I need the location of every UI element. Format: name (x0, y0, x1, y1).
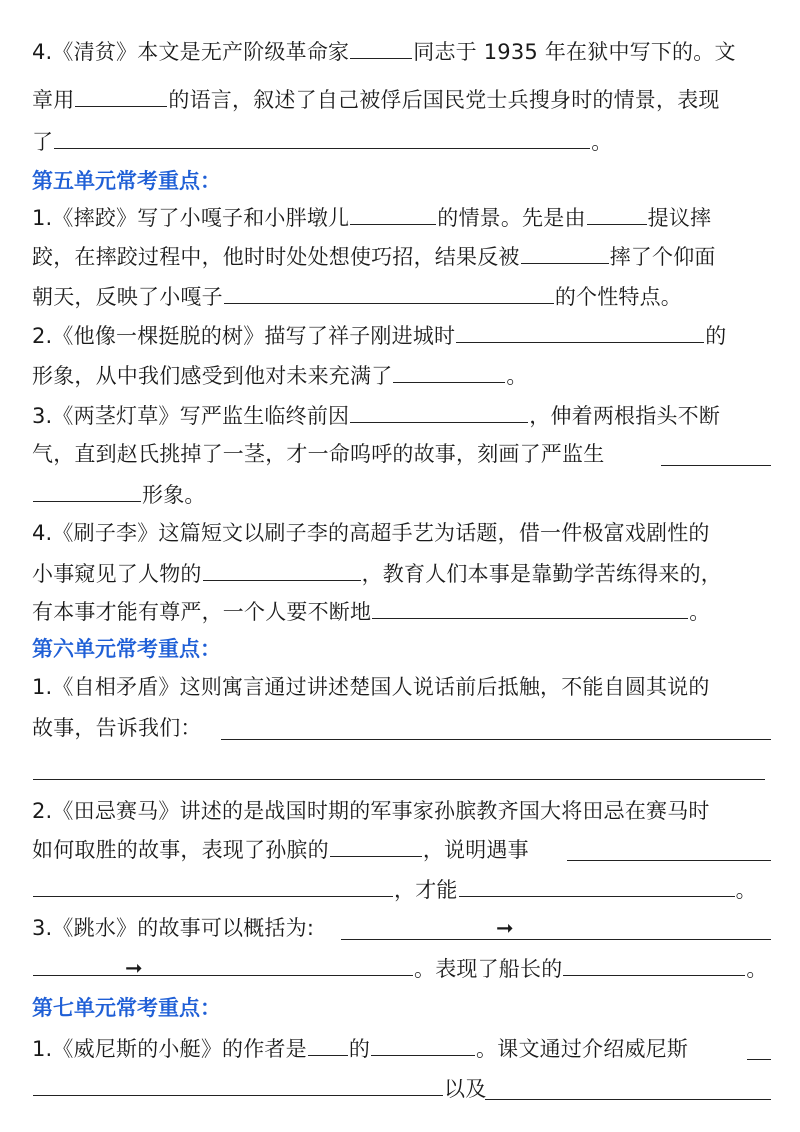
u6-item2-text2: 如何取胜的故事，表现了孙膑的 (32, 838, 329, 862)
u6-item2-text4: ，才能 (394, 878, 458, 902)
u6-item1-line1 (32, 672, 772, 702)
blank-venice-part3[interactable] (485, 1077, 771, 1100)
u5-item3-text2: ，伸着两根指头不断 (529, 404, 721, 428)
u5-item1-text1: 1.《摔跤》写了小嘎子和小胖墩儿 (32, 206, 350, 230)
u6-item1-text1: 1.《自相矛盾》这则寓言通过讲述楚国人说话前后抵触，不能自圆其说的 (32, 675, 710, 699)
u6-item2-text3: ，说明遇事 (422, 838, 529, 862)
blank-when-facing-part1[interactable] (567, 838, 771, 861)
u5-item4-line1 (32, 518, 772, 548)
u6-item2-line2 (32, 834, 772, 864)
blank-moral-part2[interactable] (33, 757, 765, 780)
u5-item4-text1: 4.《刷子李》这篇短文以刷子李的高超手艺为话题，借一件极富戏剧性的 (32, 521, 710, 545)
u5-item3-line2 (32, 439, 772, 469)
arrow-icon: ➞ (125, 956, 143, 980)
blank-then-can[interactable] (459, 874, 735, 897)
u6-item1-line3 (32, 753, 772, 783)
u7-item1-text4: 以及 (444, 1077, 487, 1101)
u6-item2-line1 (32, 796, 772, 826)
blank-yan-image-part1[interactable] (661, 443, 771, 466)
u5-item2-text3: 形象，从中我们感受到他对未来充满了 (32, 364, 393, 388)
u4-item4-text5: 了 (32, 130, 54, 154)
u5-item1-text2: 的情景。先是由 (437, 206, 586, 230)
blank-revolutionary-name[interactable] (350, 36, 412, 59)
blank-author-country[interactable] (308, 1033, 348, 1056)
u4-item4-line1 (32, 36, 772, 66)
u5-item2-line1 (32, 320, 772, 350)
u5-item2-text2: 的 (705, 324, 727, 348)
u4-item4-text4: 的语言，叙述了自己被俘后国民党士兵搜身时的情景，表现 (168, 88, 720, 112)
blank-sunbin-trait[interactable] (330, 834, 422, 857)
u5-item4-line2 (32, 558, 772, 588)
u6-item1-text2: 故事，告诉我们： (32, 716, 202, 740)
blank-author-name[interactable] (371, 1033, 475, 1056)
u5-item2-text1: 2.《他像一棵挺脱的树》描写了祥子刚进城时 (32, 324, 456, 348)
u6-item3-line2 (32, 953, 772, 983)
blank-future-feeling[interactable] (393, 360, 505, 383)
u5-item1-line1 (32, 202, 772, 232)
u4-item4-text6: 。 (591, 130, 613, 154)
blank-captain-trait[interactable] (563, 953, 745, 976)
u4-item4-text1: 4.《清贫》本文是无产阶级革命家 (32, 40, 350, 64)
unit5-heading: 第五单元常考重点： (32, 169, 221, 193)
u5-item1-text4: 跤，在摔跤过程中，他时时处处想使巧招，结果反被 (32, 245, 520, 269)
u5-item3-text4: 形象。 (142, 483, 206, 507)
u6-item3-line1 (32, 913, 772, 943)
u5-item3-text3: 气，直到赵氏挑掉了一茎，才一命呜呼的故事，刻画了严监生 (32, 442, 605, 466)
u7-item1-line1 (32, 1033, 772, 1063)
unit7-heading: 第七单元常考重点： (32, 996, 221, 1020)
blank-proposer[interactable] (587, 202, 647, 225)
u6-item2-text5: 。 (735, 878, 757, 902)
unit6-heading: 第六单元常考重点： (32, 637, 221, 661)
u7-item1-line2 (32, 1073, 772, 1103)
blank-venice-part1[interactable] (747, 1037, 771, 1060)
u6-item2-text1: 2.《田忌赛马》讲述的是战国时期的军事家孙膑教齐国大将田忌在赛马时 (32, 799, 710, 823)
u5-item2-line2 (32, 360, 772, 390)
u6-item2-line3 (32, 874, 772, 904)
u6-item1-line2 (32, 713, 772, 743)
blank-language-style[interactable] (75, 84, 167, 107)
u5-item3-line1 (32, 400, 772, 430)
blank-xiangzi-image[interactable] (456, 320, 704, 343)
u5-item2-text4: 。 (506, 364, 528, 388)
u5-item4-text2: 小事窥见了人物的 (32, 562, 202, 586)
blank-character-trait[interactable] (203, 558, 361, 581)
blank-wrestling-scene[interactable] (350, 202, 436, 225)
blank-when-facing-part2[interactable] (33, 874, 393, 897)
u5-item1-text6: 朝天，反映了小嘎子 (32, 285, 223, 309)
u6-item3-text3: 。 (746, 957, 768, 981)
u5-item4-text4: 有本事才能有尊严，一个人要不断地 (32, 600, 372, 624)
u5-item1-line2 (32, 241, 772, 271)
u5-item1-text5: 摔了个仰面 (609, 245, 716, 269)
u5-item3-text1: 3.《两茎灯草》写严监生临终前因 (32, 404, 350, 428)
u5-item3-line3 (32, 479, 772, 509)
u5-item4-line3 (32, 596, 772, 626)
u4-item4-line3 (32, 126, 772, 156)
u4-item4-line2 (32, 84, 772, 114)
u7-item1-text1: 1.《威尼斯的小艇》的作者是 (32, 1037, 307, 1061)
u4-item4-text2: 同志于 1935 年在狱中写下的。文 (413, 40, 736, 64)
u5-item1-line3 (32, 281, 772, 311)
u5-item4-text5: 。 (689, 600, 711, 624)
blank-reason[interactable] (350, 400, 528, 423)
blank-personality[interactable] (224, 281, 554, 304)
blank-shows[interactable] (54, 126, 590, 149)
blank-summary-part1[interactable] (341, 917, 771, 940)
u5-item1-text3: 提议摔 (647, 206, 712, 230)
blank-keep-doing[interactable] (372, 596, 688, 619)
blank-venice-part2[interactable] (33, 1073, 443, 1096)
blank-yan-image-part2[interactable] (33, 479, 141, 502)
u5-item4-text3: ，教育人们本事是靠勤学苦练得来的， (361, 562, 723, 586)
u5-item1-text7: 的个性特点。 (554, 285, 683, 309)
u7-item1-text3: 。课文通过介绍威尼斯 (476, 1037, 689, 1061)
blank-moral-part1[interactable] (221, 717, 771, 740)
u6-item3-text1: 3.《跳水》的故事可以概括为: (32, 916, 315, 940)
blank-thrown-by[interactable] (521, 241, 609, 264)
blank-summary-part2[interactable] (33, 953, 413, 980)
u4-item4-text3: 章用 (32, 88, 75, 112)
arrow-icon: ➞ (496, 916, 514, 940)
u6-item3-text2: 。表现了船长的 (414, 957, 563, 981)
u7-item1-text2: 的 (348, 1037, 371, 1061)
